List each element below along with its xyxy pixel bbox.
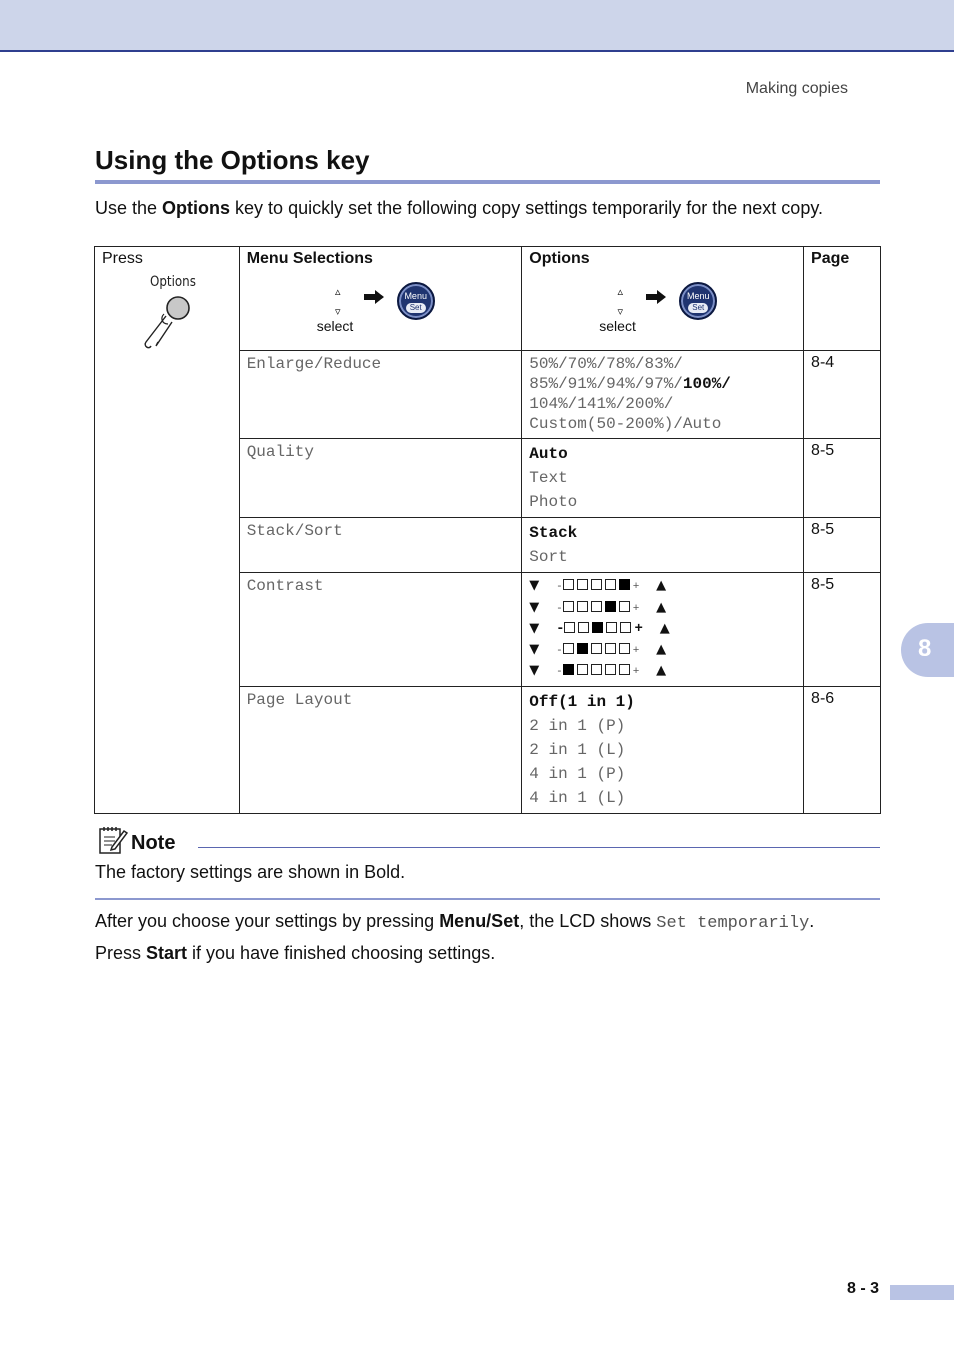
options-header: Options bbox=[529, 250, 590, 267]
note-rule-bottom bbox=[95, 898, 880, 900]
options-key bbox=[102, 274, 232, 374]
menu-contrast: Contrast bbox=[239, 573, 522, 687]
contrast-level-3: ▼ - + ▲ bbox=[529, 621, 670, 637]
lcd-message: Set temporarily bbox=[656, 914, 810, 933]
contrast-level-4: ▼ - + ▲ bbox=[529, 599, 667, 615]
page-number: 8 - 3 bbox=[847, 1280, 880, 1297]
down-triangle-icon: ▿ bbox=[334, 306, 341, 318]
menu-header-cell bbox=[239, 247, 522, 351]
stack-sort-options: Stack Sort bbox=[522, 518, 804, 573]
menu-quality: Quality bbox=[239, 439, 522, 518]
note-pencil-icon bbox=[98, 825, 128, 855]
up-triangle-icon: ▵ bbox=[334, 286, 341, 298]
press-header: Press bbox=[102, 250, 143, 267]
menu-page-layout: Page Layout bbox=[239, 686, 522, 813]
options-header-cell bbox=[522, 247, 804, 351]
note-text: The factory settings are shown in Bold. bbox=[95, 862, 406, 882]
running-head: Making copies bbox=[745, 80, 848, 97]
contrast-level-5: ▼ - + ▲ bbox=[529, 578, 667, 593]
page-header: Page bbox=[811, 250, 850, 267]
page-ref: 8-4 bbox=[804, 351, 881, 439]
page-ref: 8-5 bbox=[804, 439, 881, 518]
intro-paragraph: Use the Options key to quickly set the following copy settings temporarily for the next copy. bbox=[95, 198, 823, 218]
note-label: Note bbox=[131, 832, 176, 854]
page-ref: 8-6 bbox=[804, 686, 881, 813]
menu-set-button-icon: Menu Set bbox=[397, 282, 435, 320]
up-triangle-icon: ▵ bbox=[617, 286, 624, 298]
press-cell bbox=[95, 247, 240, 814]
menu-stack-sort: Stack/Sort bbox=[239, 518, 522, 573]
page-ref: 8-5 bbox=[804, 573, 881, 687]
footer-bar bbox=[890, 1285, 954, 1300]
after-paragraph: After you choose your settings by pressing Menu/Set, the LCD shows Set temporarily. bbox=[95, 911, 815, 933]
down-triangle-icon: ▿ bbox=[617, 306, 624, 318]
finger-press-icon bbox=[138, 294, 208, 374]
contrast-options bbox=[522, 573, 804, 687]
up-down-keys bbox=[615, 282, 625, 322]
up-down-keys bbox=[333, 282, 343, 322]
menu-set-button-icon: Menu Set bbox=[679, 282, 717, 320]
title-rule bbox=[95, 180, 880, 184]
page-title: Using the Options key bbox=[95, 145, 370, 175]
menu-enlarge-reduce: Enlarge/Reduce bbox=[239, 351, 522, 439]
options-nav-group bbox=[529, 248, 796, 334]
options-key-label: Options bbox=[150, 274, 196, 290]
menu-header: Menu Selections bbox=[246, 250, 373, 267]
quality-options: Auto Text Photo bbox=[522, 439, 804, 518]
select-label: select bbox=[316, 318, 354, 334]
right-arrow-icon bbox=[646, 290, 666, 304]
press-start-paragraph: Press Start if you have finished choosing settings. bbox=[95, 943, 496, 963]
page-header-cell bbox=[804, 247, 881, 351]
top-band bbox=[0, 0, 954, 52]
note-rule bbox=[198, 847, 880, 848]
select-label: select bbox=[599, 318, 636, 334]
menu-nav-group bbox=[247, 248, 515, 334]
page-ref: 8-5 bbox=[804, 518, 881, 573]
contrast-level-2: ▼ - + ▲ bbox=[529, 641, 667, 657]
chapter-tab: 8 bbox=[901, 623, 954, 677]
options-table bbox=[94, 246, 881, 814]
right-arrow-icon bbox=[364, 290, 384, 304]
contrast-level-1: ▼ - + ▲ bbox=[529, 663, 667, 678]
page-layout-options: Off(1 in 1) 2 in 1 (P) 2 in 1 (L) 4 in 1 (P) 4 in 1 (L) bbox=[522, 686, 804, 813]
enlarge-options: 50%/70%/78%/83%/ 85%/91%/94%/97%/100%/ 104%/141%/200%/ Custom(50-200%)/Auto bbox=[522, 351, 804, 439]
